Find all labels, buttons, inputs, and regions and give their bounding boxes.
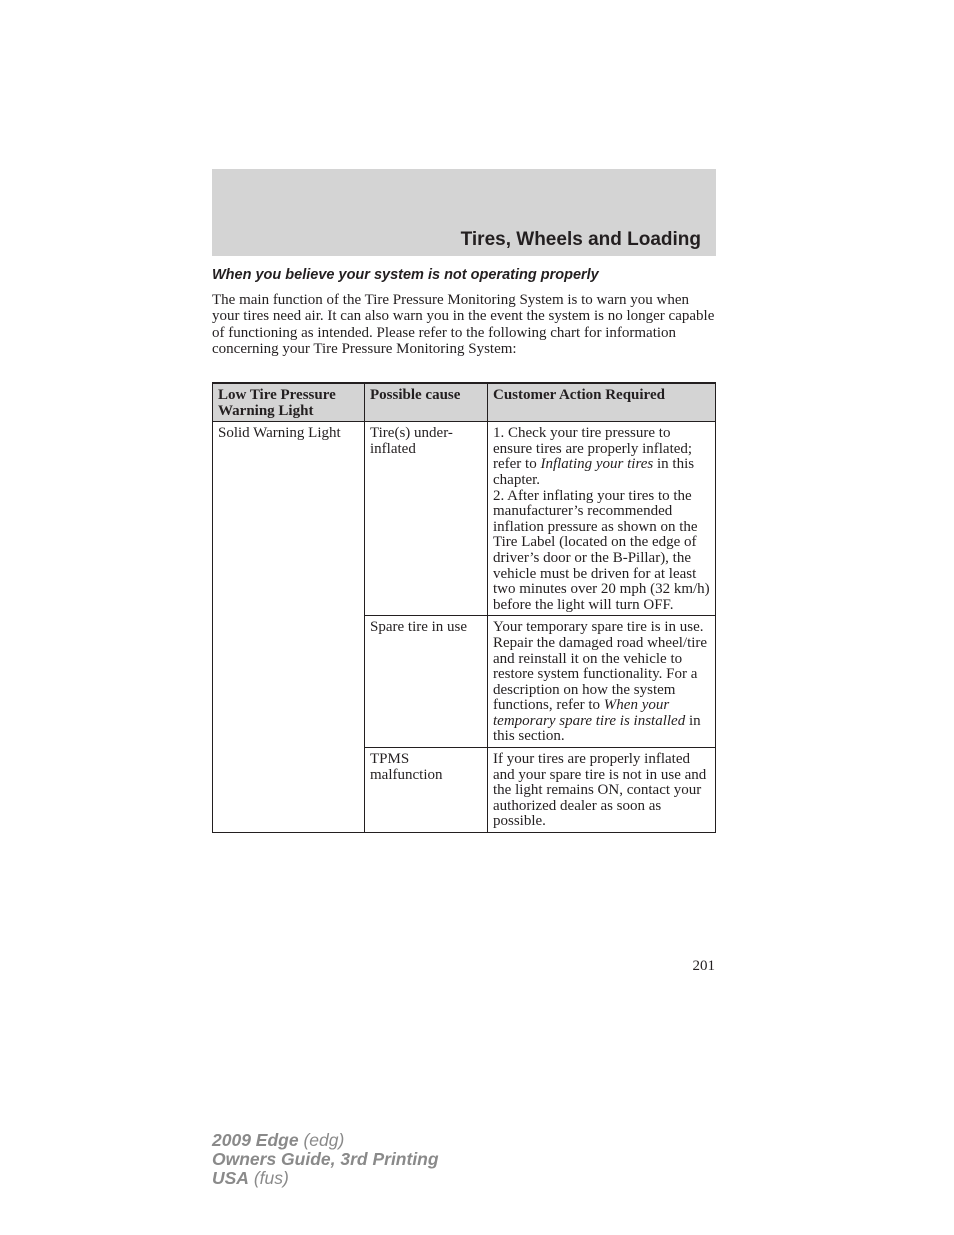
footer-model-code: (edg) (303, 1130, 345, 1150)
footer-model: 2009 Edge (212, 1130, 299, 1150)
footer-printing: Owners Guide, 3rd Printing (212, 1149, 439, 1169)
header-possible-cause: Possible cause (365, 383, 488, 422)
footer-line-1 (212, 1131, 439, 1150)
section-heading: When you believe your system is not operating properly (212, 267, 599, 283)
cross-reference: When your temporary spare tire is installed (493, 697, 686, 729)
footer-line-2 (212, 1150, 439, 1169)
tpms-chart-table (212, 382, 716, 833)
action-text: 2. After inflating your tires to the manufacturer’s recommended inflation pressure as shown on the Tire Label (located on the edge of driver’s door or the B-Pillar), the vehicle must be driven for at least two minutes over 20 mph (32 km/h) before the light will turn OFF. (493, 487, 710, 613)
cause-cell: Spare tire in use (365, 616, 488, 748)
action-text: 1. Check your tire pressure to ensure tires are properly inflated; refer to (493, 425, 693, 473)
action-cell (488, 422, 716, 616)
table-row (213, 422, 716, 616)
footer-line-3 (212, 1169, 439, 1188)
cause-cell: TPMS malfunction (365, 748, 488, 833)
header-customer-action: Customer Action Required (488, 383, 716, 422)
chapter-header-band (212, 169, 716, 256)
intro-paragraph: The main function of the Tire Pressure Monitoring System is to warn you when your tires need air. It can also warn you in the event the system is no longer capable of functioning as intended. Please refer to the following chart for information concerning your Tire Pressure Monitoring System: (212, 292, 715, 358)
action-text: If your tires are properly inflated and your spare tire is not in use and the light remains ON, contact your authorized dealer as soon as possible. (493, 751, 707, 830)
page-number: 201 (692, 958, 715, 974)
action-text: in this chapter. (493, 456, 695, 488)
footer-market: USA (212, 1168, 249, 1188)
document-footer (212, 1131, 439, 1188)
table-header-row (213, 383, 716, 422)
chapter-title: Tires, Wheels and Loading (460, 229, 701, 250)
action-cell (488, 748, 716, 833)
action-text: Your temporary spare tire is in use. Repair the damaged road wheel/tire and reinstall it on the vehicle to restore system functionality. For a description on how the system functions, refer to (493, 619, 708, 714)
cross-reference: Inflating your tires (540, 456, 654, 473)
footer-market-code: (fus) (253, 1168, 289, 1188)
cause-cell: Tire(s) under-inflated (365, 422, 488, 616)
warning-light-cell: Solid Warning Light (213, 422, 365, 833)
action-cell (488, 616, 716, 748)
action-text: in this section. (493, 712, 701, 745)
header-warning-light: Low Tire Pressure Warning Light (213, 383, 365, 422)
